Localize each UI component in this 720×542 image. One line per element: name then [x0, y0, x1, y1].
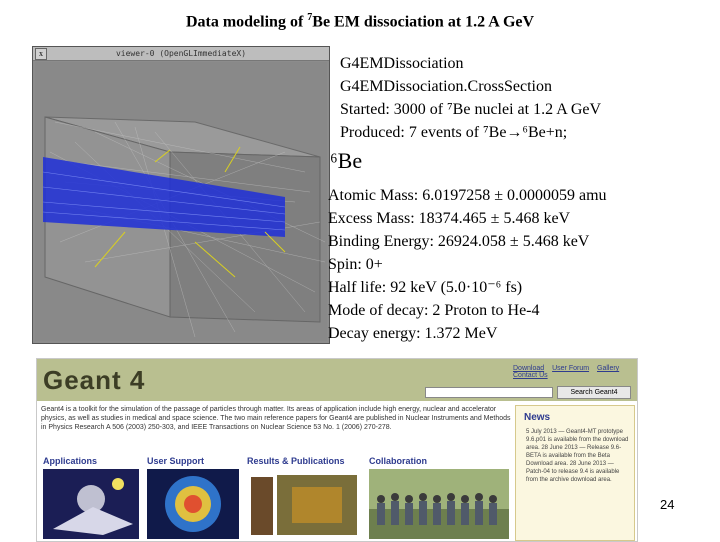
news-title: News — [524, 412, 551, 423]
geant4-logo[interactable]: Geant 4 — [43, 365, 146, 395]
viewer-titlebar[interactable] — [33, 47, 329, 61]
prop-spin: Spin: 0+ — [328, 256, 383, 273]
geant4-header — [37, 359, 637, 401]
geant4-description: Geant4 is a toolkit for the simulation of the passage of particles through matter. Its areas of application include high energy, nuclear and accelerator physics, as well as studies in medical and space science. The two main reference papers for Geant4 are published in Nuclear Instruments and Methods in Physics Research A 506 (2003) 250-303, and IEEE Transactions on Nuclear Science 53 No. 1 (2006) 270-278. — [41, 406, 511, 431]
prop-atomic-mass: Atomic Mass: 6.0197258 ± 0.0000059 amu — [328, 187, 607, 204]
slide-title — [0, 12, 720, 31]
info-line-1: G4EMDissociation — [340, 55, 464, 72]
simulation-info — [340, 52, 601, 144]
nucleus-properties — [328, 184, 607, 345]
nucleus-heading: ⁶Be — [330, 148, 363, 173]
news-panel — [515, 405, 635, 541]
section-collaboration[interactable]: Collaboration — [369, 456, 427, 466]
search-button[interactable]: Search Geant4 — [557, 386, 631, 399]
page-number: 24 — [660, 497, 675, 512]
prop-binding-energy: Binding Energy: 26924.058 ± 5.468 keV — [328, 233, 590, 250]
title-part-2: Be EM dissociation at 1.2 A GeV — [312, 13, 535, 31]
info-line-3: Started: 3000 of ⁷Be nuclei at 1.2 A GeV — [340, 101, 602, 118]
link-contact-us[interactable]: Contact Us — [513, 372, 548, 379]
opengl-canvas[interactable] — [35, 62, 327, 341]
prop-half-life: Half life: 92 keV (5.0·10⁻⁶ fs) — [328, 279, 523, 296]
detector-scene — [35, 62, 327, 341]
prop-excess-mass: Excess Mass: 18374.465 ± 5.468 keV — [328, 210, 571, 227]
viewer-window[interactable] — [32, 46, 330, 344]
collaboration-photo[interactable] — [369, 469, 509, 539]
close-icon[interactable]: x — [35, 48, 47, 60]
info-line-4: Produced: 7 events of ⁷Be→⁶Be+n; — [340, 124, 568, 141]
title-part-1: Data modeling of — [185, 13, 308, 31]
section-user-support[interactable]: User Support — [147, 456, 205, 466]
link-download[interactable]: Download — [513, 365, 545, 372]
news-items[interactable]: 5 July 2013 — Geant4-MT prototype 9.6.p01 is available from the download area. 28 June 2013 — Release 9.6-BETA is available from the Beta Download area. 28 June 2013 — Patch-04 to release 9.4 is available from the archive download area. — [526, 429, 629, 483]
geant4-website — [36, 358, 638, 542]
info-line-2: G4EMDissociation.CrossSection — [340, 78, 552, 95]
viewer-title: viewer-0 (OpenGLImmediateX) — [115, 49, 247, 58]
section-applications[interactable]: Applications — [43, 456, 98, 466]
prop-decay-mode: Mode of decay: 2 Proton to He-4 — [328, 302, 540, 319]
results-thumbnail[interactable] — [247, 469, 363, 539]
prop-decay-energy: Decay energy: 1.372 MeV — [328, 325, 498, 342]
link-gallery[interactable]: Gallery — [597, 365, 620, 372]
geant4-top-links — [507, 365, 637, 379]
title-sup: 7 — [307, 12, 313, 23]
applications-thumbnail[interactable] — [43, 469, 139, 539]
section-results-publications[interactable]: Results & Publications — [247, 456, 345, 466]
search-input[interactable] — [425, 387, 553, 398]
user-support-thumbnail[interactable] — [147, 469, 239, 539]
link-user-forum[interactable]: User Forum — [552, 365, 590, 372]
